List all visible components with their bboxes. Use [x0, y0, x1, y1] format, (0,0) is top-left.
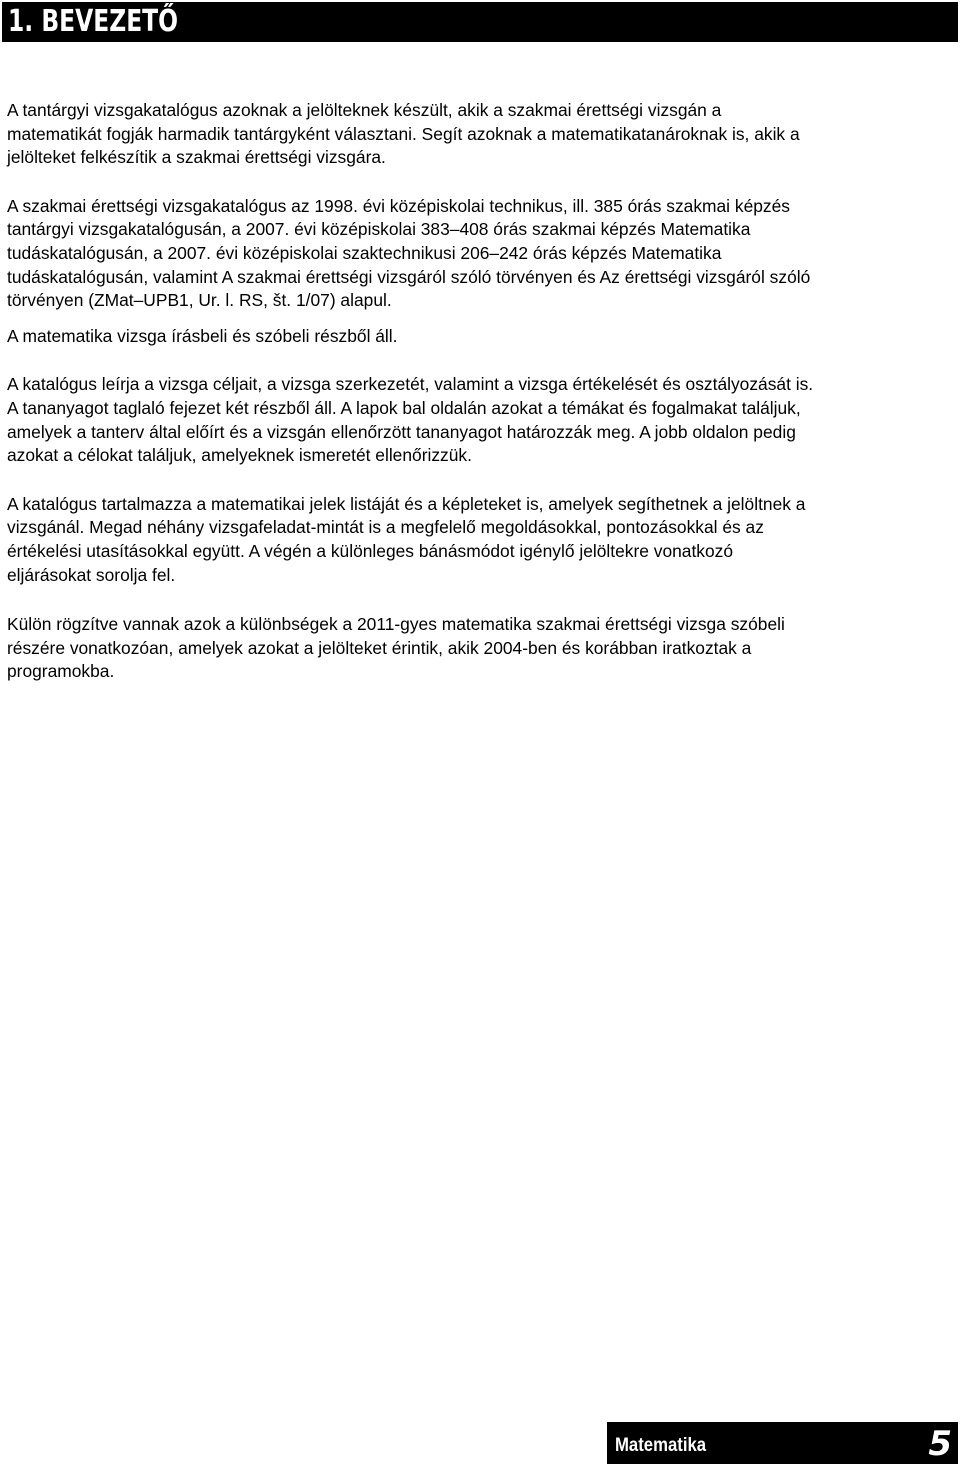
paragraph-basis: A szakmai érettségi vizsgakatalógus az 1998. évi középiskolai technikus, ill. 385 órás szakmai képzés tantárgyi vizsgakatalógusán, a 2007. évi középiskolai 383–408 órás szakmai képzés Matematika tudáskatalógusán, a 2007. évi középiskolai szaktechnikusi 206–242 órás képzés Matematika tudáskatalógusán, valamint A szakmai érettségi vizsgáról szóló törvényen és Az érettségi vizsgáról szóló törvényen (ZMat–UPB1, Ur. l. RS, št. 1/07) alapul. — [7, 195, 811, 311]
chapter-title: 1. BEVEZETŐ — [8, 4, 179, 39]
paragraph-catalog-contents: A katalógus tartalmazza a matematikai jelek listáját és a képleteket is, amelyek segíthetnek a jelöltnek a vizsgánál. Megad néhány vizsgafeladat-mintát is a megfelelő megoldásokkal, pontozásokkal és az értékelési utasításokkal együtt. A végén a különleges bánásmódot igénylő jelöltekre vonatkozó eljárásokat sorolja fel. — [7, 493, 806, 585]
chapter-header-bar — [2, 2, 958, 42]
page-number: 5 — [928, 1424, 952, 1464]
document-body — [7, 99, 955, 684]
paragraph-differences: Külön rögzítve vannak azok a különbségek a 2011-gyes matematika szakmai érettségi vizsga szóbeli részére vonatkozóan, amelyek azokat a jelölteket érintik, akik 2004-ben és korábban iratkoztak a programokba. — [7, 614, 785, 682]
paragraph-exam-parts: A matematika vizsga írásbeli és szóbeli részből áll. — [7, 325, 398, 346]
page-footer — [607, 1422, 958, 1464]
paragraph-intro: A tantárgyi vizsgakatalógus azoknak a jelölteknek készült, akik a szakmai érettségi vizsgán a matematikát fogják harmadik tantárgyként választani. Segít azoknak a matematikatanároknak is, akik a jelölteket felkészítik a szakmai érettségi vizsgára. — [7, 100, 800, 168]
paragraph-catalog-structure: A katalógus leírja a vizsga céljait, a vizsga szerkezetét, valamint a vizsga értékelését és osztályozását is. A tananyagot taglaló fejezet két részből áll. A lapok bal oldalán azokat a témákat és fogalmakat találjuk, amelyek a tanterv által előírt és a vizsgán ellenőrzött tananyagot határozzák meg. A jobb oldalon pedig azokat a célokat találjuk, amelyeknek ismeretét ellenőrizzük. — [7, 374, 814, 466]
footer-subject: Matematika — [615, 1435, 707, 1456]
